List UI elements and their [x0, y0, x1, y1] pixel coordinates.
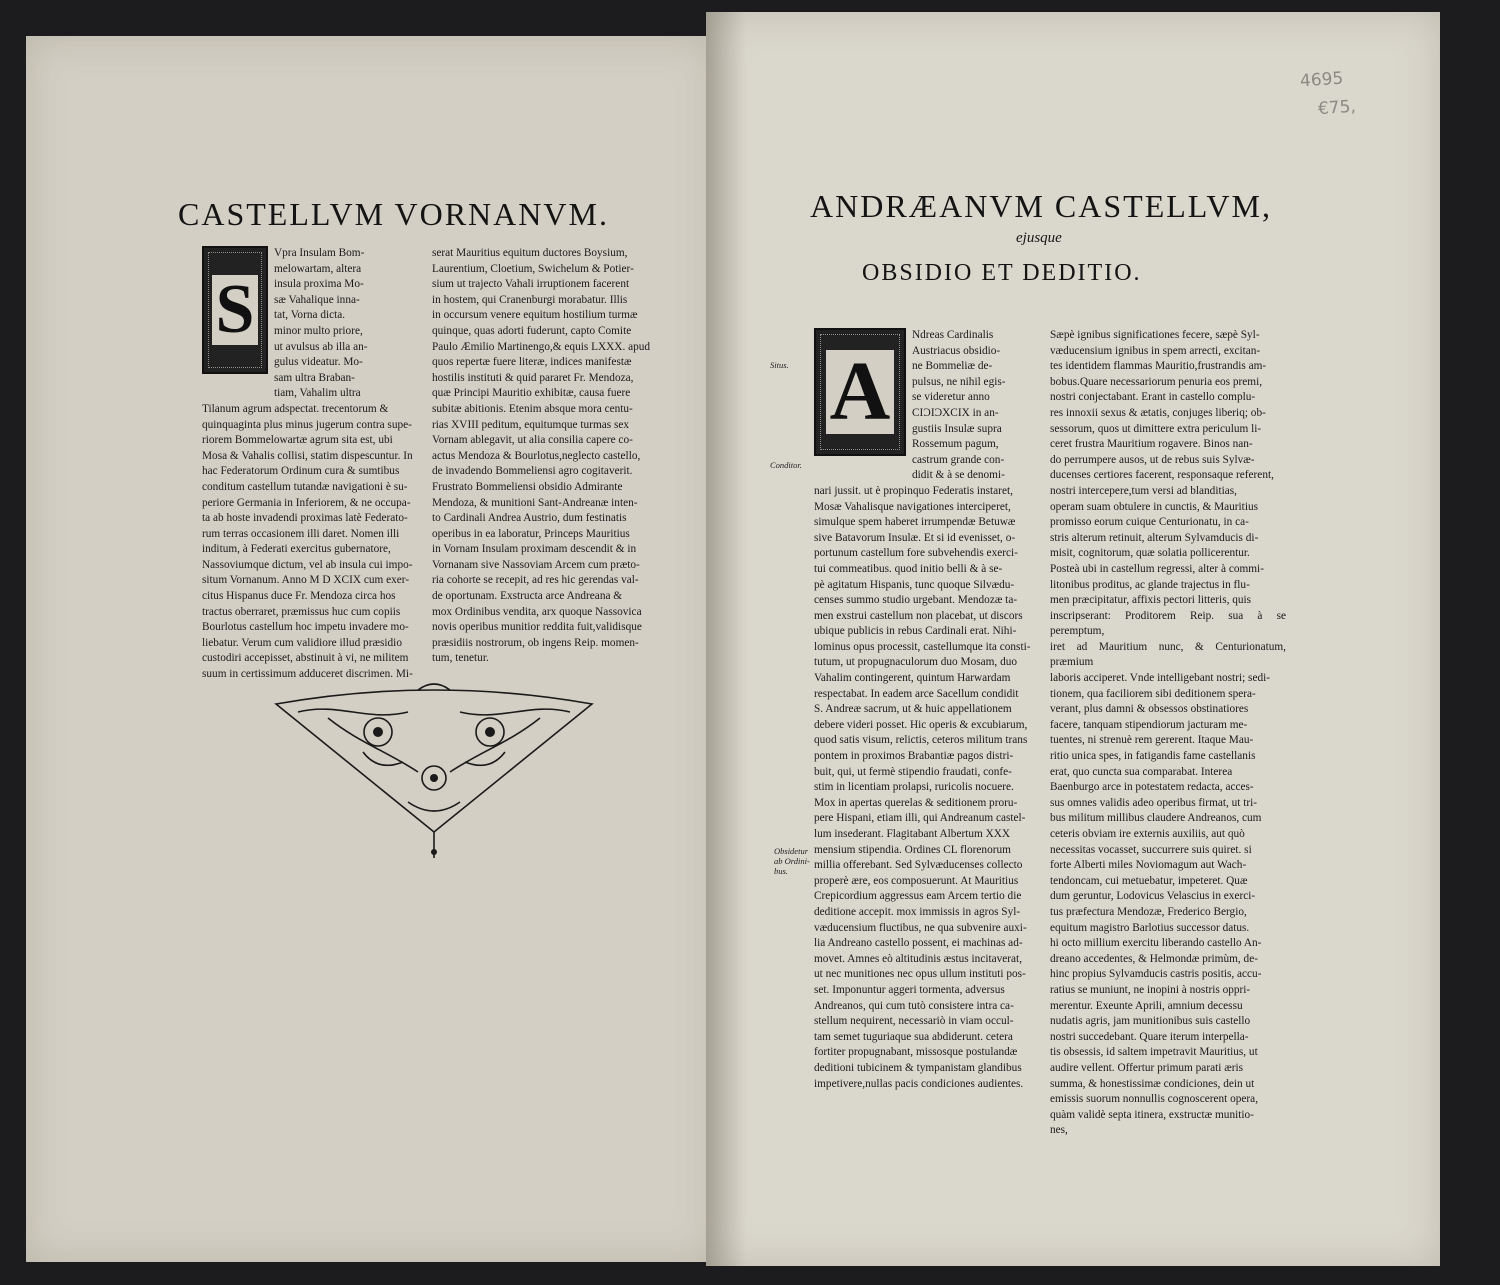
- text-line: didit & à se denomi-: [912, 469, 1005, 482]
- text-line: situm Vornanum. Anno M D XCIX cum exer-: [202, 574, 410, 587]
- text-line: conditum castellum tutandæ navigationi è su-: [202, 480, 408, 493]
- ornament-tailpiece-icon: [268, 682, 600, 862]
- text-line: lominus opus processit, castellumque ita consti-: [814, 640, 1031, 653]
- text-line: movet. Amnes eò altitudinis æstus incitaverat,: [814, 952, 1023, 965]
- text-line: buit, qui, ut fermè stipendio fraudati, confe-: [814, 765, 1012, 778]
- text-line: tui commeatibus. quod initio belli & à se-: [814, 562, 1003, 575]
- text-line: insula proxima Mo-: [274, 278, 364, 291]
- text-line: stim in licentiam prolapsi, ruricolis nocuere.: [814, 781, 1014, 794]
- text-line: deditioni tubicinem & tympanistam glandibus: [814, 1061, 1022, 1074]
- text-line: properè ære, eos composuerunt. At Mauritius: [814, 874, 1019, 887]
- text-line: men exstrui castellum non placebat, ut discors: [814, 609, 1023, 622]
- dropcap-letter: S: [212, 275, 259, 345]
- text-line: quod satis visum, relictis, ceteros militum trans: [814, 734, 1028, 747]
- text-line: ut avulsus ab illa an-: [274, 340, 368, 353]
- text-line: mensium stipendia. Ordines CL florenorum: [814, 843, 1011, 856]
- right-page-title: ANDRÆANVM CASTELLVM,: [810, 188, 1272, 224]
- text-line: ut nec munitiones nec opus ullum instituti pos-: [814, 968, 1026, 981]
- dropcap-letter-a: A: [826, 350, 895, 434]
- right-page-column-1: [814, 328, 1046, 1092]
- text-line: sive Batavorum Insulæ. Et si id evenisset, o-: [814, 531, 1016, 544]
- text-line: gulus videatur. Mo-: [274, 356, 363, 369]
- text-line: fortiter propugnabant, missosque postulandæ: [814, 1046, 1018, 1059]
- text-line: periore Germania in Inferiorem, & ne occupa-: [202, 496, 411, 509]
- text-line: ubique publicis in rebus Cardinali erat. Nihi-: [814, 625, 1017, 638]
- text-line: pè agitatum Hispanis, tunc quoque Silvædu-: [814, 578, 1015, 591]
- text-line: debere videri posset. Hic operis & excubiarum,: [814, 718, 1028, 731]
- text-line: gustiis Insulæ supra: [912, 422, 1002, 435]
- margin-note-situs: Situs.: [770, 360, 789, 370]
- text-line: sam ultra Braban-: [274, 371, 355, 384]
- text-line: riorem Bommelowartæ agrum sita est, ubi: [202, 434, 393, 447]
- text-line: suum in certissimum adduceret discrimen. Mi-: [202, 668, 413, 681]
- text-line: censes summo studio urgebant. Mendozæ ta-: [814, 594, 1018, 607]
- text-line: Vahalim contingerent, quintum Harwardam: [814, 672, 1011, 685]
- text-line: inditum, à Federati exercitus gubernatore,: [202, 543, 391, 556]
- text-line: nari jussit. ut è propinquo Federatis instaret,: [814, 484, 1013, 497]
- text-line: S. Andreæ sacrum, ut & huic appellationem: [814, 703, 1012, 716]
- text-line: ne Bommeliæ de-: [912, 360, 993, 373]
- left-page-column-2: serat Mauritius equitum ductores Boysium, Laurentium, Cloetium, Swichelum & Potier- sium ut trajecto Vahali irruptionem facerent in hostem, qui Cranenburgi morabatur. Illis in occursum venere equitum hostilium turmæ quinque, quas adorti fuderunt, capto Comite Paulo Æmilio Martinengo,& equis LXXX. apud quos repertæ fuere literæ, indices manifestæ hostilis instituti & quid pararet Fr. Mendoza, quæ Principi Mauritio exhibitæ, causa fuere subitæ abitionis. Etenim absque mora centu- rias XVIII peditum, equitumque turmas sex Vornam ablegavit, ut alia consilia capere co- actus Mendoza & Bourlotus,neglecto castello, de invadendo Bommeliensi agro cogitaverit. Frustrato Bommeliensi obsidio Admirante Mendoza, & munitioni Sant-Andreanæ inten- to Cardinali Andrea Austrio, dum festinatis operibus in ea laboratur, Princeps Mauritius in Vornam Insulam proximam descendit & in Vornanam sive Nassoviam Arcem cum præto- ria cohorte se recepit, ad res hic gerendas val- de oportunam. Exstructa arce Andreana & mox Ordinibus vendita, arx quoque Nassovica novis operibus munitior reddita fuit,validisque præsidiis nostrorum, ob ingens Reip. momen- tum, tenetur.: [432, 247, 651, 665]
- text-line: tiam, Vahalim ultra: [274, 387, 361, 400]
- left-page-title: CASTELLVM VORNANVM.: [178, 196, 609, 232]
- margin-note-conditor: Conditor.: [770, 460, 802, 470]
- text-line: millia offerebant. Sed Sylvæducenses collecto: [814, 859, 1023, 872]
- text-line: tam semet tuguriaque sua abdiderunt. cetera: [814, 1030, 1013, 1043]
- text-line: Mox in apertas querelas & seditionem proru-: [814, 796, 1018, 809]
- text-line: Vpra Insulam Bom-: [274, 247, 365, 259]
- text-line: minor multo priore,: [274, 324, 363, 337]
- page-fold-shadow: [706, 12, 746, 1266]
- text-line: se videretur anno: [912, 391, 990, 404]
- text-line: Rossemum pagum,: [912, 438, 999, 451]
- text-line: pere Hispani, etiam illi, qui Andreanum castel-: [814, 812, 1026, 825]
- text-line: castrum grande con-: [912, 453, 1005, 466]
- text-line: pulsus, ne nihil egis-: [912, 375, 1006, 388]
- text-line: lia Andreano castello possent, ei machinas ad-: [814, 937, 1023, 950]
- text-line: citus Hispanus duce Fr. Mendoza circa hos: [202, 590, 396, 603]
- text-line: tractus oberraret, præmissus huc cum copiis: [202, 605, 401, 618]
- text-line: deditione accepit. mox immissis in agros Syl-: [814, 905, 1021, 918]
- text-line: stellum nequirent, necessariò in viam occul-: [814, 1015, 1014, 1028]
- text-line: quinquaginta plus minus jugerum contra supe-: [202, 418, 412, 431]
- text-line: simulque spem haberet irrumpendæ Betuwæ: [814, 516, 1016, 529]
- margin-note-obsidetur: Obsidetur ab Ordini- bus.: [774, 846, 810, 876]
- text-line: Bourlotus castellum hoc impetu invadere mo-: [202, 621, 409, 634]
- text-line: Mosæ Vahalisque navigationes interciperet,: [814, 500, 1011, 513]
- text-line: rum terras occasionem illi daret. Nomen illi: [202, 527, 400, 540]
- text-line: ta ab hoste invadendi proximas latè Federato-: [202, 512, 408, 525]
- text-line: melowartam, altera: [274, 262, 362, 275]
- text-line: pontem in proximos Brabantiæ pagos distri-: [814, 750, 1014, 763]
- text-line: respectabat. In eadem arce Sacellum condidit: [814, 687, 1019, 700]
- text-line: custodiri accepisset, abstinuit à vi, ne militem: [202, 652, 409, 665]
- text-line: væducensium fluctibus, ne qua subvenire auxi-: [814, 921, 1027, 934]
- text-line: CIƆIƆXCIX in an-: [912, 406, 999, 419]
- text-line: portunum castellum fore subvehendis exerci-: [814, 547, 1018, 560]
- text-line: impetivere,nullas pacis condiciones audientes.: [814, 1077, 1024, 1090]
- text-line: Austriacus obsidio-: [912, 344, 1001, 357]
- right-page-subtitle-ejusque: ejusque: [1016, 230, 1062, 246]
- text-line: Tilanum agrum adspectat. trecentorum &: [202, 402, 389, 415]
- text-line: tutum, ut propugnaculorum duo Mosam, duo: [814, 656, 1018, 669]
- text-line: sæ Vahalique inna-: [274, 293, 360, 306]
- right-page-subtitle: OBSIDIO ET DEDITIO.: [862, 260, 1142, 286]
- text-line: Andreanos, qui cum tutò consistere intra ca-: [814, 999, 1014, 1012]
- text-line: lum insederant. Flagitabant Albertum XXX: [814, 828, 1011, 840]
- pencil-note-2: €75,: [1317, 96, 1357, 120]
- pencil-note-1: 4695: [1299, 68, 1344, 92]
- text-line: hac Federatorum Ordinum cura & sumtibus: [202, 465, 400, 478]
- text-line: set. Imponuntur aggeri tormenta, adversus: [814, 983, 1005, 996]
- text-line: Mosa & Vahalis collisi, statim dispescuntur. In: [202, 449, 413, 462]
- text-line: Nassoviumque dictum, vel ab insula cui impo-: [202, 558, 413, 571]
- right-page-column-2: Sæpè ignibus significationes fecere, sæpè Syl- væducensium ignibus in spem arrecti, excitan- tes identidem flammas Mauritio,frustrandis am- bobus.Quare necessariorum penuria eos premi, nostri conjectabant. Erant in castello complu- res innoxii sexus & ætatis, conjuges liberiq; ob- sessorum, quos ut dimittere extra periculum li- ceret frustra Mauritium rogavere. Binos nan- do perrumpere ausos, ut de rebus suis Sylvæ- ducenses certiores facerent, responsaque referent, nostri intercepere,tum versi ad blanditias, operam suam obtulere in cunctis, & Mauritius promisso eorum cuique Centurionatu, in ca- stris alterum retinuit, alterum Sylvamducis di- misit, cognitorum, quæ solatia pollicerentur. Posteà ubi in castellum regressi, alter à commi- litonibus proditus, ac glande trajectus in flu- men præcipitatur, affixis pectori litteris, quis inscripserant: Proditorem Reip. sua à se peremptum, iret ad Mauritium nunc, & Centurionatum, præmium laboris acciperet. Vnde intelligebant nostri; sedi- tionem, qua faciliorem sibi deditionem spera- verant, plus damni & obsessos obstinatiores facere, tanquam stipendiorum jacturam me- tuentes, ni strenuè rem gererent. Itaque Mau- ritio unica spes, in fatigandis fame castellanis erat, quo cuncta sua comparabat. Interea Baenburgo arce in potestatem redacta, acces- sus omnes validis adeo operibus firmat, ut tri- bus militum millibus claudere Andreanos, cum ceteris obviam ire externis auxiliis, aut quò necessitas vocasset, succurrere suis quiret. si forte Alberti miles Noviomagum aut Wach- tendoncam, cui metuebatur, impeteret. Quæ dum geruntur, Lodovicus Velascius in exerci- tus præfectura Mendozæ, Frederico Bergio, equitum magistro Barlotius successor datus. hi octo millium exercitu liberando castello An- dreano accedentes, & Helmondæ primùm, de- hinc propius Sylvamducis castris positis, accu- ratius se muniunt, ne inopini à nostris oppri- merentur. Exeunte Aprili, amnium decessu nudatis agris, jam munitionibus suis castello nostri succedebant. Quare iterum interpella- tis obsessis, id saltem impetravit Mauritius, ut audire vellent. Offertur primum parati æris summa, & honestissimæ condiciones, dein ut emissis suorum nonnullis cognoscerent opera, quàm validè septa itinera, exstructæ munitio- nes,: [1050, 329, 1286, 1137]
- text-line: liebatur. Verum cum validiore illud præsidio: [202, 636, 402, 649]
- text-line: Ndreas Cardinalis: [912, 329, 994, 341]
- text-line: Crepicordium aggressus eam Arcem tertio die: [814, 890, 1022, 903]
- text-line: tat, Vorna dicta.: [274, 309, 346, 322]
